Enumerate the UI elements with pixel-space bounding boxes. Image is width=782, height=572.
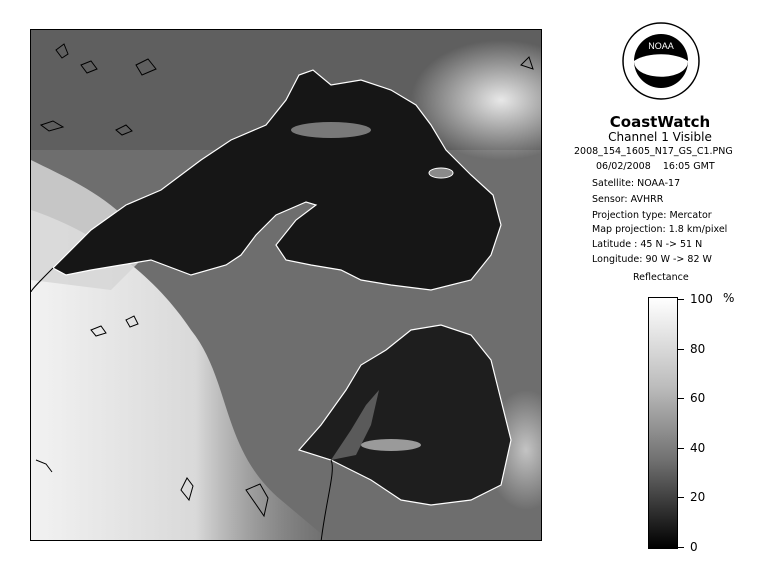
logo-text: NOAA — [648, 41, 674, 51]
longitude-info: Longitude: 90 W -> 82 W — [592, 254, 712, 265]
legend-tick — [678, 398, 684, 399]
sensor-info: Sensor: AVHRR — [592, 194, 664, 205]
legend-tick — [678, 448, 684, 449]
satellite-info: Satellite: NOAA-17 — [592, 178, 681, 189]
projection-type-info: Projection type: Mercator — [592, 210, 712, 221]
legend-tick-label: 80 — [690, 341, 706, 356]
acquisition-date: 06/02/2008 16:05 GMT — [596, 161, 715, 172]
product-subtitle: Channel 1 Visible — [608, 130, 712, 144]
latitude-info: Latitude : 45 N -> 51 N — [592, 239, 703, 250]
legend-tick — [678, 299, 684, 300]
legend-unit: % — [723, 291, 735, 305]
legend-tick-label: 0 — [690, 540, 698, 554]
filename: 2008_154_1605_N17_GS_C1.PNG — [574, 146, 733, 157]
satellite-image-panel — [30, 29, 542, 541]
legend-tick — [678, 547, 684, 548]
legend-tick-label: 60 — [690, 391, 706, 406]
product-title: CoastWatch — [609, 113, 711, 131]
legend-tick — [678, 497, 684, 498]
map-projection-info: Map projection: 1.8 km/pixel — [592, 224, 728, 235]
legend-title: Reflectance — [633, 272, 689, 283]
legend-tick-label: 100 — [690, 292, 713, 306]
legend-tick-label: 40 — [690, 440, 706, 455]
island — [429, 168, 453, 178]
legend-tick — [678, 349, 684, 350]
noaa-logo — [622, 22, 700, 100]
legend-tick-label: 20 — [690, 490, 706, 505]
reflectance-colorbar — [648, 297, 678, 549]
satellite-image — [31, 30, 542, 541]
